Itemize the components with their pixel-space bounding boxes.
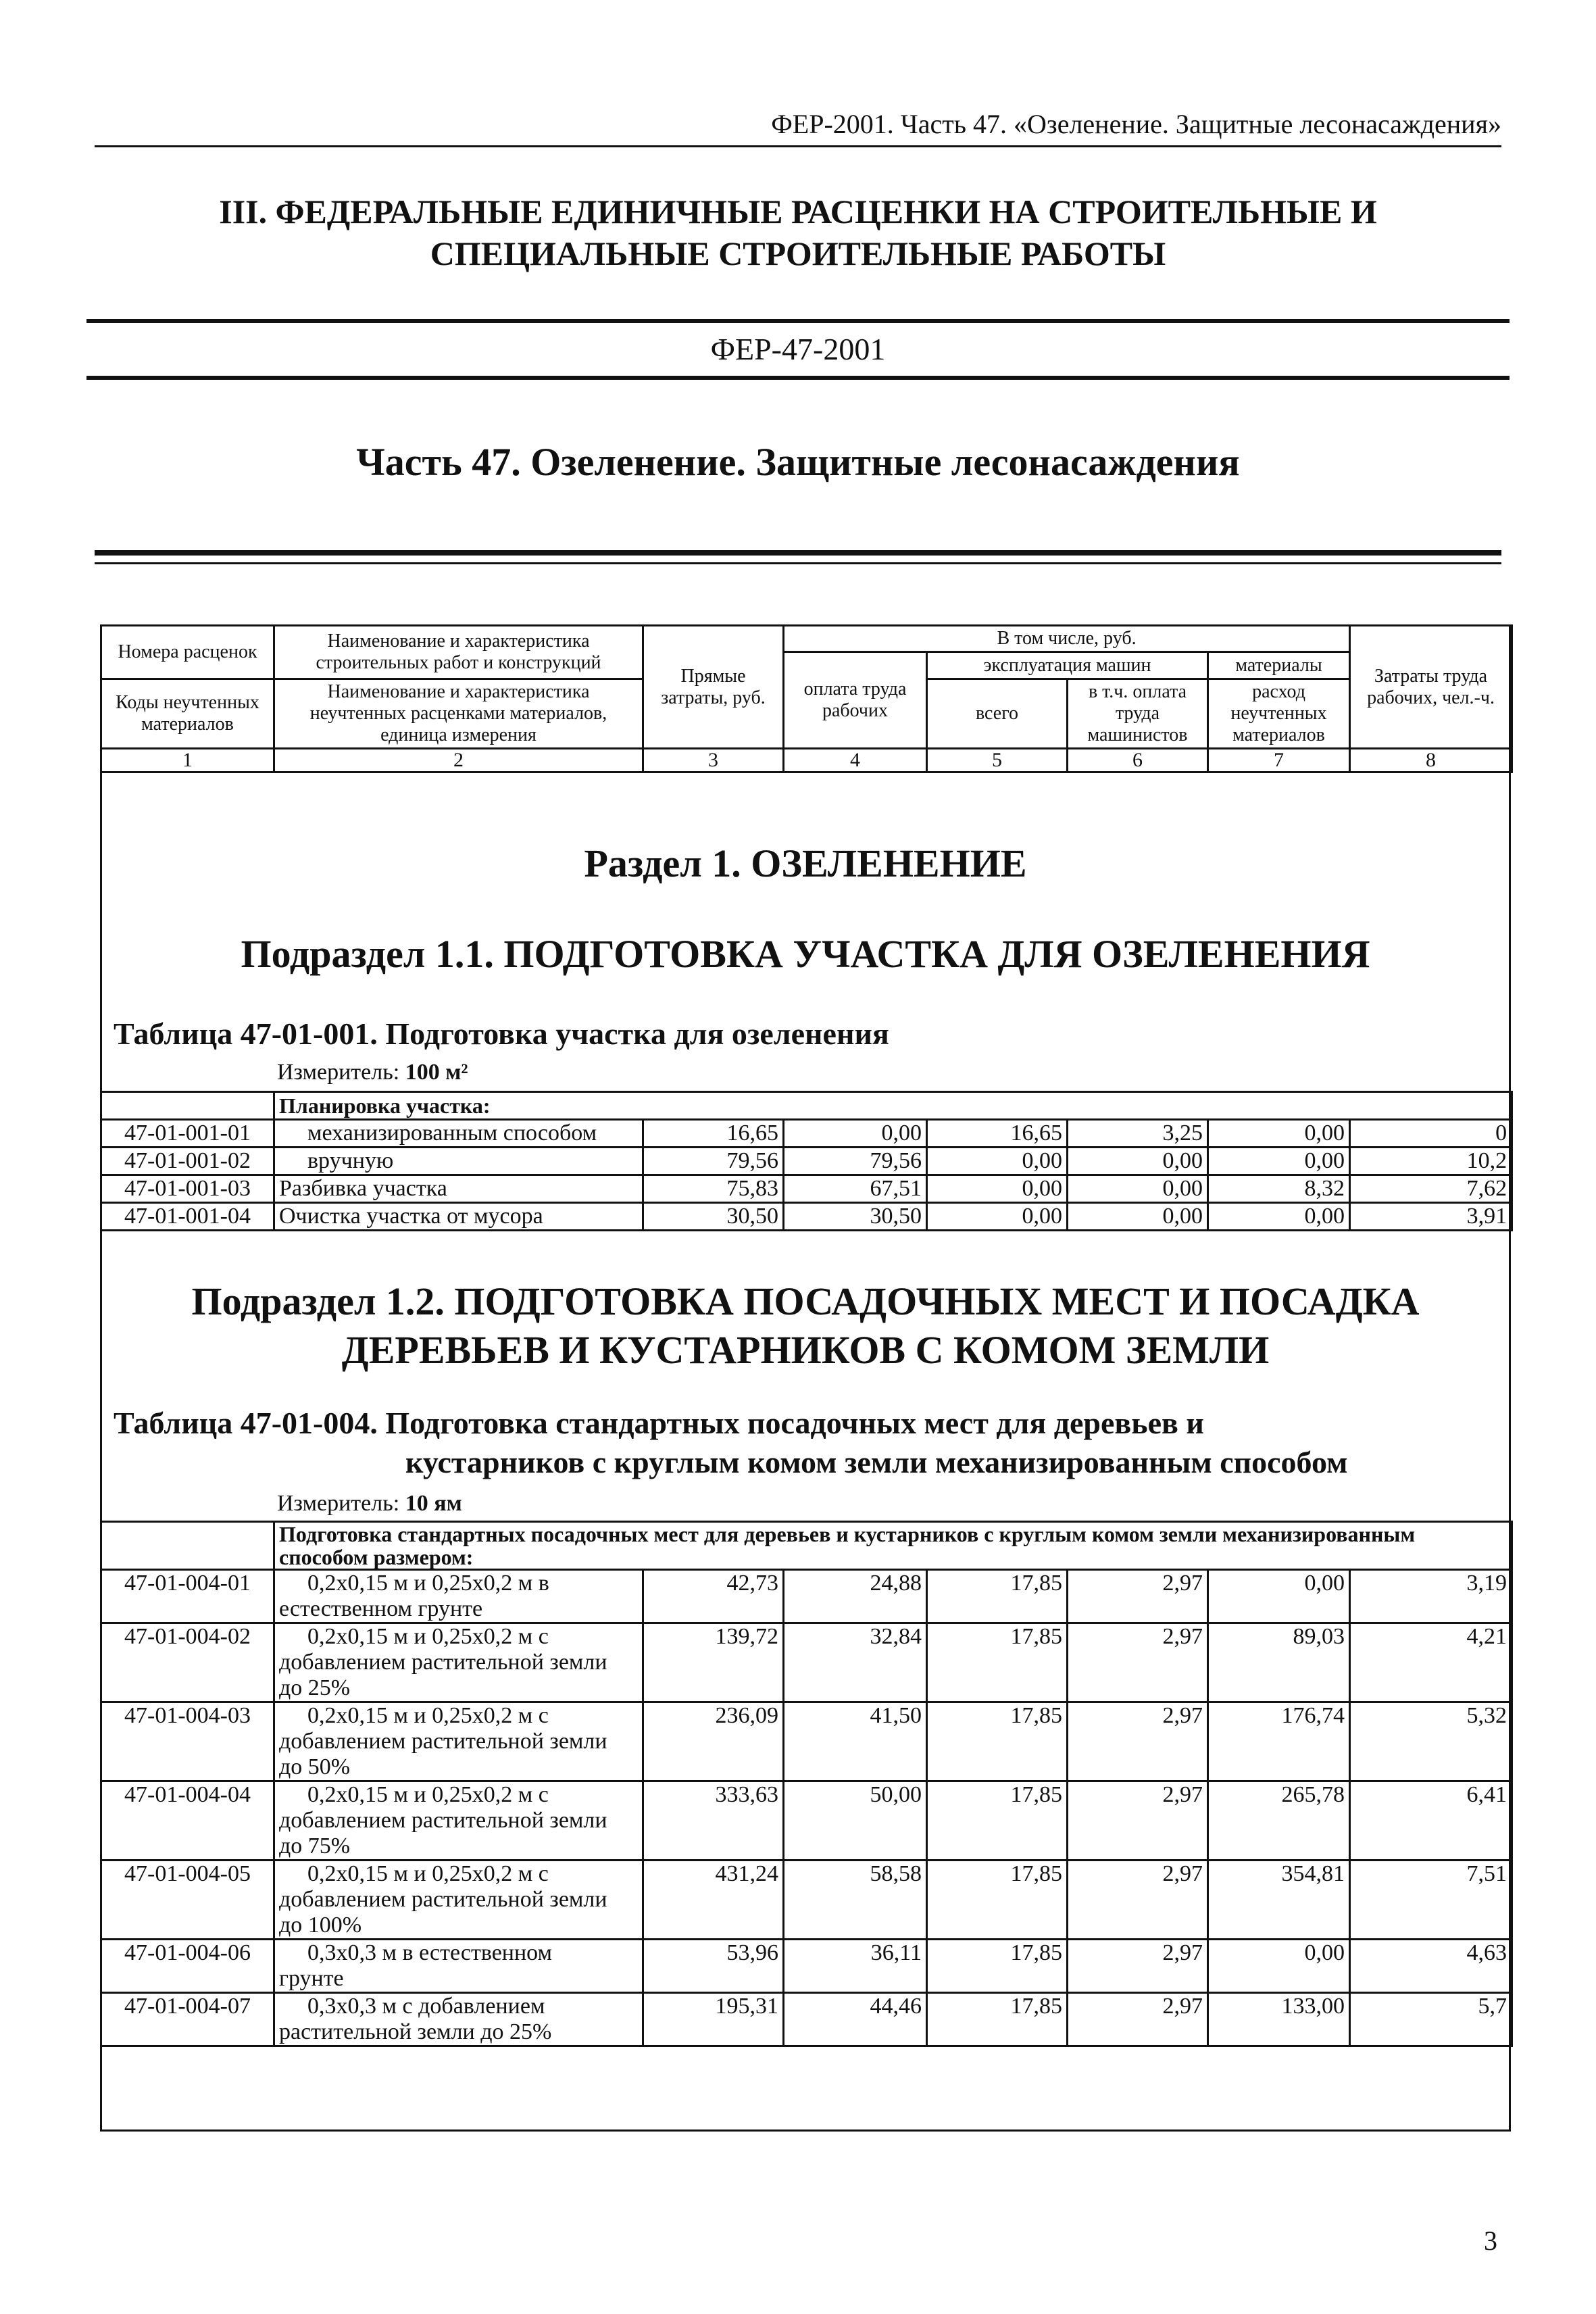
rate-name-line: 0,2х0,15 м и 0,25х0,2 м с (307, 1861, 549, 1886)
direct-costs: 53,96 (643, 1940, 784, 1993)
column-number: 1 (101, 749, 274, 772)
labor-hours: 3,91 (1350, 1203, 1512, 1231)
direct-costs: 431,24 (643, 1861, 784, 1940)
materials: 0,00 (1208, 1120, 1350, 1148)
machine-total: 17,85 (927, 1570, 1068, 1623)
labor-pay: 79,56 (784, 1148, 927, 1175)
machine-total: 17,85 (927, 1861, 1068, 1940)
header-machine-operation: эксплуатация машин (927, 652, 1208, 679)
labor-hours: 6,41 (1350, 1781, 1512, 1861)
materials: 0,00 (1208, 1940, 1350, 1993)
rate-name-line: растительной земли до 25% (279, 2019, 552, 2044)
header-driver-pay: в т.ч. оплата труда машинистов (1068, 679, 1208, 749)
rate-name: вручную (274, 1148, 643, 1175)
labor-hours: 4,63 (1350, 1940, 1512, 1993)
direct-costs: 75,83 (643, 1175, 784, 1203)
header-materials: материалы (1208, 652, 1350, 679)
direct-costs: 195,31 (643, 1993, 784, 2046)
table-caption-004-line-2: кустарников с круглым комом земли механизированным способом (405, 1445, 1348, 1479)
column-number: 8 (1350, 749, 1512, 772)
driver-pay: 2,97 (1068, 1623, 1208, 1702)
direct-costs: 16,65 (643, 1120, 784, 1148)
unit-prefix: Измеритель: (277, 1491, 405, 1516)
table-caption-004-line-1: Таблица 47-01-004. Подготовка стандартных посадочных мест для деревьев и (114, 1406, 1204, 1440)
subsection-title-line-1: Подраздел 1.2. ПОДГОТОВКА ПОСАДОЧНЫХ МЕСТ И ПОСАДКА (191, 1279, 1420, 1323)
header-work-name: Наименование и характеристика строительных работ и конструкций (274, 626, 643, 679)
rate-name (274, 1702, 643, 1781)
labor-hours: 5,32 (1350, 1702, 1512, 1781)
machine-total: 0,00 (927, 1148, 1068, 1175)
running-header: ФЕР-2001. Часть 47. «Озеленение. Защитные лесонасаждения» (95, 108, 1501, 147)
part-heading-line-2: СПЕЦИАЛЬНЫЕ СТРОИТЕЛЬНЫЕ РАБОТЫ (430, 235, 1166, 272)
column-number: 3 (643, 749, 784, 772)
rate-code: 47-01-001-01 (101, 1120, 274, 1148)
table-row (101, 1861, 1512, 1940)
rate-name-line: 0,2х0,15 м и 0,25х0,2 м с (307, 1703, 549, 1728)
rate-name-line: до 25% (279, 1675, 351, 1700)
column-number: 7 (1208, 749, 1350, 772)
labor-hours: 5,7 (1350, 1993, 1512, 2046)
part-heading (95, 191, 1501, 274)
subsection-title-line-2: ДЕРЕВЬЕВ И КУСТАРНИКОВ С КОМОМ ЗЕМЛИ (341, 1328, 1270, 1372)
column-number: 5 (927, 749, 1068, 772)
rate-code: 47-01-004-04 (101, 1781, 274, 1861)
page-number: 3 (1484, 2225, 1497, 2256)
header-direct-costs: Прямые затраты, руб. (643, 626, 784, 749)
driver-pay: 0,00 (1068, 1203, 1208, 1231)
direct-costs: 79,56 (643, 1148, 784, 1175)
machine-total: 17,85 (927, 1993, 1068, 2046)
table-row (101, 1203, 1512, 1231)
part-heading-line-1: III. ФЕДЕРАЛЬНЫЕ ЕДИНИЧНЫЕ РАСЦЕНКИ НА СТРОИТЕЛЬНЫЕ И (219, 193, 1377, 230)
rate-name-line: 0,2х0,15 м и 0,25х0,2 м с (307, 1782, 549, 1807)
rate-name-line: 0,3х0,3 м с добавлением (307, 1994, 545, 2019)
labor-hours: 7,62 (1350, 1175, 1512, 1203)
rate-name-line: 0,2х0,15 м и 0,25х0,2 м в (307, 1571, 549, 1596)
table-row (101, 1623, 1512, 1702)
header-material-name: Наименование и характеристика неучтенных расценками материалов, единица измерения (274, 679, 643, 749)
machine-total: 17,85 (927, 1940, 1068, 1993)
direct-costs: 236,09 (643, 1702, 784, 1781)
header-including: В том числе, руб. (784, 626, 1350, 652)
table-row (101, 1570, 1512, 1623)
section-title: Раздел 1. ОЗЕЛЕНЕНИЕ (584, 841, 1027, 885)
materials: 0,00 (1208, 1203, 1350, 1231)
subsection-title-1-2 (100, 1277, 1511, 1375)
rate-name-line: добавлением растительной земли (279, 1887, 607, 1912)
document-code: ФЕР-47-2001 (86, 319, 1510, 380)
table-row (101, 1702, 1512, 1781)
table-001 (100, 1091, 1513, 1231)
rate-name: механизированным способом (274, 1120, 643, 1148)
rate-name (274, 1940, 643, 1993)
labor-hours: 7,51 (1350, 1861, 1512, 1940)
group-label: Подготовка стандартных посадочных мест для деревьев и кустарников с круглым комом земли механизированным способом размером: (274, 1522, 1512, 1570)
part-title: Часть 47. Озеленение. Защитные лесонасаждения (356, 440, 1240, 484)
labor-pay: 36,11 (784, 1940, 927, 1993)
table-caption-001: Таблица 47-01-001. Подготовка участка для озеленения (114, 1016, 889, 1051)
rate-name-line: грунте (279, 1966, 344, 1991)
labor-pay: 24,88 (784, 1570, 927, 1623)
rate-code: 47-01-004-05 (101, 1861, 274, 1940)
table-row (101, 1940, 1512, 1993)
driver-pay: 3,25 (1068, 1120, 1208, 1148)
driver-pay: 2,97 (1068, 1861, 1208, 1940)
direct-costs: 42,73 (643, 1570, 784, 1623)
rate-code: 47-01-004-06 (101, 1940, 274, 1993)
labor-hours: 3,19 (1350, 1570, 1512, 1623)
labor-pay: 50,00 (784, 1781, 927, 1861)
driver-pay: 2,97 (1068, 1781, 1208, 1861)
rate-code: 47-01-004-07 (101, 1993, 274, 2046)
rates-table-header (100, 624, 1513, 773)
machine-total: 17,85 (927, 1623, 1068, 1702)
rate-name-line: естественном грунте (279, 1596, 483, 1621)
group-code-cell (101, 1522, 274, 1570)
rate-name: Очистка участка от мусора (274, 1203, 643, 1231)
rate-name-line: 0,2х0,15 м и 0,25х0,2 м с (307, 1624, 549, 1649)
rate-name (274, 1993, 643, 2046)
rate-name: Разбивка участка (274, 1175, 643, 1203)
driver-pay: 2,97 (1068, 1702, 1208, 1781)
rate-name-line: до 50% (279, 1754, 351, 1779)
labor-pay: 30,50 (784, 1203, 927, 1231)
unit-value: 10 ям (405, 1491, 462, 1516)
table-row (101, 1175, 1512, 1203)
direct-costs: 333,63 (643, 1781, 784, 1861)
driver-pay: 2,97 (1068, 1993, 1208, 2046)
labor-hours: 0 (1350, 1120, 1512, 1148)
materials: 354,81 (1208, 1861, 1350, 1940)
labor-hours: 4,21 (1350, 1623, 1512, 1702)
rate-code: 47-01-001-03 (101, 1175, 274, 1203)
rate-name (274, 1781, 643, 1861)
subsection-title-1-1: Подраздел 1.1. ПОДГОТОВКА УЧАСТКА ДЛЯ ОЗЕЛЕНЕНИЯ (241, 932, 1370, 976)
labor-pay: 0,00 (784, 1120, 927, 1148)
table-004-body (101, 1570, 1512, 2046)
driver-pay: 0,00 (1068, 1148, 1208, 1175)
materials: 0,00 (1208, 1570, 1350, 1623)
machine-total: 17,85 (927, 1781, 1068, 1861)
machine-total: 0,00 (927, 1203, 1068, 1231)
rate-name-line: 0,3х0,3 м в естественном (307, 1940, 553, 1965)
header-codes: Коды неучтенных материалов (101, 679, 274, 749)
materials: 0,00 (1208, 1148, 1350, 1175)
direct-costs: 30,50 (643, 1203, 784, 1231)
materials: 133,00 (1208, 1993, 1350, 2046)
unit-label-001 (277, 1060, 468, 1085)
header-labor-pay: оплата труда рабочих (784, 652, 927, 749)
rate-code: 47-01-001-04 (101, 1203, 274, 1231)
title-rule (95, 550, 1501, 564)
labor-pay: 44,46 (784, 1993, 927, 2046)
table-row (101, 1120, 1512, 1148)
table-row (101, 1993, 1512, 2046)
machine-total: 16,65 (927, 1120, 1068, 1148)
driver-pay: 0,00 (1068, 1175, 1208, 1203)
unit-prefix: Измеритель: (277, 1060, 405, 1085)
rate-name (274, 1570, 643, 1623)
machine-total: 0,00 (927, 1175, 1068, 1203)
table-row (101, 1148, 1512, 1175)
rate-code: 47-01-004-03 (101, 1702, 274, 1781)
labor-hours: 10,2 (1350, 1148, 1512, 1175)
materials: 265,78 (1208, 1781, 1350, 1861)
column-number: 6 (1068, 749, 1208, 772)
rate-code: 47-01-004-01 (101, 1570, 274, 1623)
group-code-cell (101, 1092, 274, 1120)
table-004 (100, 1521, 1513, 2047)
rate-name-line: до 100% (279, 1913, 362, 1938)
materials: 8,32 (1208, 1175, 1350, 1203)
group-label: Планировка участка: (274, 1092, 1512, 1120)
labor-pay: 41,50 (784, 1702, 927, 1781)
table-row (101, 1781, 1512, 1861)
header-machine-total: всего (927, 679, 1068, 749)
header-rate-numbers: Номера расценок (101, 626, 274, 679)
unit-label-004 (277, 1491, 462, 1517)
rate-name (274, 1623, 643, 1702)
rate-name-line: до 75% (279, 1833, 351, 1858)
rate-name (274, 1861, 643, 1940)
rate-code: 47-01-004-02 (101, 1623, 274, 1702)
labor-pay: 32,84 (784, 1623, 927, 1702)
driver-pay: 2,97 (1068, 1570, 1208, 1623)
machine-total: 17,85 (927, 1702, 1068, 1781)
rate-name-line: добавлением растительной земли (279, 1808, 607, 1833)
materials: 176,74 (1208, 1702, 1350, 1781)
materials: 89,03 (1208, 1623, 1350, 1702)
header-material-consumption: расход неучтенных материалов (1208, 679, 1350, 749)
rate-code: 47-01-001-02 (101, 1148, 274, 1175)
labor-pay: 58,58 (784, 1861, 927, 1940)
column-number: 2 (274, 749, 643, 772)
driver-pay: 2,97 (1068, 1940, 1208, 1993)
rate-name-line: добавлением растительной земли (279, 1650, 607, 1675)
column-number: 4 (784, 749, 927, 772)
labor-pay: 67,51 (784, 1175, 927, 1203)
unit-value: 100 м² (405, 1060, 468, 1085)
direct-costs: 139,72 (643, 1623, 784, 1702)
rate-name-line: добавлением растительной земли (279, 1729, 607, 1754)
header-labor-costs: Затраты труда рабочих, чел.-ч. (1350, 626, 1512, 749)
